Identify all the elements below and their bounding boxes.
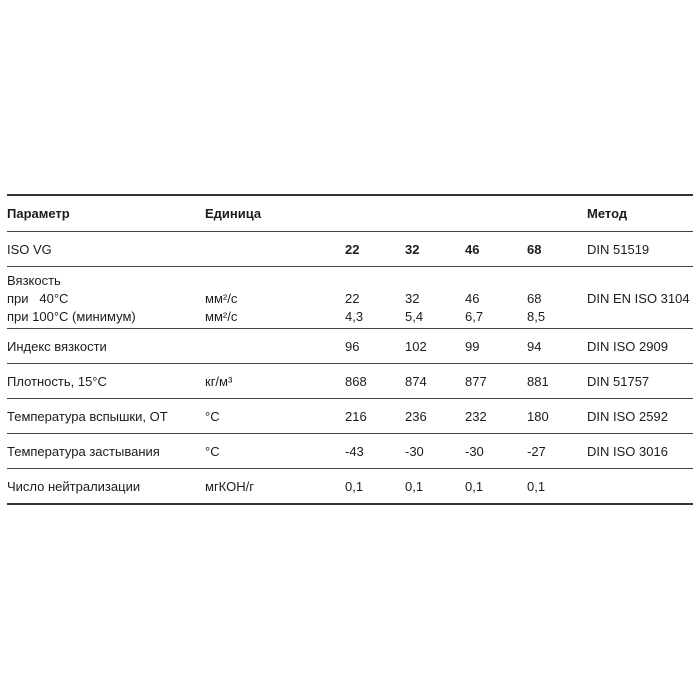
value-cell: 0,1 — [405, 478, 424, 494]
table-row-neutralization — [7, 469, 693, 505]
value-cell: 22 — [345, 290, 360, 306]
unit-cell: мгКОН/г — [205, 478, 254, 494]
unit-cell: мм²/с — [205, 308, 238, 324]
value-cell: 6,7 — [465, 308, 484, 324]
value-cell: 46 — [465, 241, 480, 257]
table-row-iso-vg — [7, 232, 693, 267]
value-cell: 216 — [345, 408, 367, 424]
value-cell: 68 — [527, 241, 542, 257]
value-cell: 96 — [345, 338, 360, 354]
value-cell: 8,5 — [527, 308, 546, 324]
value-cell: 94 — [527, 338, 542, 354]
value-cell: 0,1 — [345, 478, 364, 494]
value-cell: 232 — [465, 408, 487, 424]
header-unit: Единица — [205, 206, 262, 221]
param-cell: Температура вспышки, ОТ — [7, 408, 168, 424]
value-cell: 32 — [405, 290, 420, 306]
value-cell: 236 — [405, 408, 427, 424]
param-cell: при 40°C — [7, 290, 69, 306]
table-row-flash-point — [7, 399, 693, 434]
param-cell: Число нейтрализации — [7, 478, 141, 494]
viscosity-at100-row — [7, 307, 693, 325]
param-cell: при 100°C (минимум) — [7, 308, 136, 324]
param-cell: Вязкость — [7, 272, 61, 288]
method-cell: DIN 51757 — [587, 373, 650, 389]
value-cell: 68 — [527, 290, 542, 306]
param-cell: Температура застывания — [7, 443, 160, 459]
unit-cell: °C — [205, 408, 220, 424]
value-cell: 99 — [465, 338, 480, 354]
param-cell: Плотность, 15°C — [7, 373, 107, 389]
header-param: Параметр — [7, 206, 70, 221]
method-cell: DIN ISO 3016 — [587, 443, 668, 459]
value-cell: 0,1 — [527, 478, 546, 494]
unit-cell: °C — [205, 443, 220, 459]
header-method: Метод — [587, 206, 628, 221]
value-cell: 180 — [527, 408, 549, 424]
param-cell: Индекс вязкости — [7, 338, 107, 354]
table-header-row — [7, 196, 693, 232]
method-cell: DIN ISO 2909 — [587, 338, 668, 354]
spec-table — [7, 194, 693, 505]
table-row-viscosity-group — [7, 267, 693, 329]
value-cell: -27 — [527, 443, 546, 459]
value-cell: -43 — [345, 443, 364, 459]
value-cell: 5,4 — [405, 308, 424, 324]
value-cell: 4,3 — [345, 308, 364, 324]
table-row-pour-point — [7, 434, 693, 469]
value-cell: -30 — [405, 443, 424, 459]
method-cell: DIN EN ISO 3104 — [587, 290, 690, 306]
value-cell: 32 — [405, 241, 420, 257]
method-cell: DIN ISO 2592 — [587, 408, 668, 424]
value-cell: 877 — [465, 373, 487, 389]
value-cell: 874 — [405, 373, 427, 389]
value-cell: 868 — [345, 373, 367, 389]
value-cell: 102 — [405, 338, 427, 354]
value-cell: -30 — [465, 443, 484, 459]
value-cell: 22 — [345, 241, 360, 257]
viscosity-title-row — [7, 271, 693, 289]
param-cell: ISO VG — [7, 241, 52, 257]
value-cell: 46 — [465, 290, 480, 306]
unit-cell: кг/м³ — [205, 373, 233, 389]
viscosity-at40-row — [7, 289, 693, 307]
value-cell: 881 — [527, 373, 549, 389]
table-row-density — [7, 364, 693, 399]
value-cell: 0,1 — [465, 478, 484, 494]
method-cell: DIN 51519 — [587, 241, 650, 257]
table-row-viscosity-index — [7, 329, 693, 364]
unit-cell: мм²/с — [205, 290, 238, 306]
